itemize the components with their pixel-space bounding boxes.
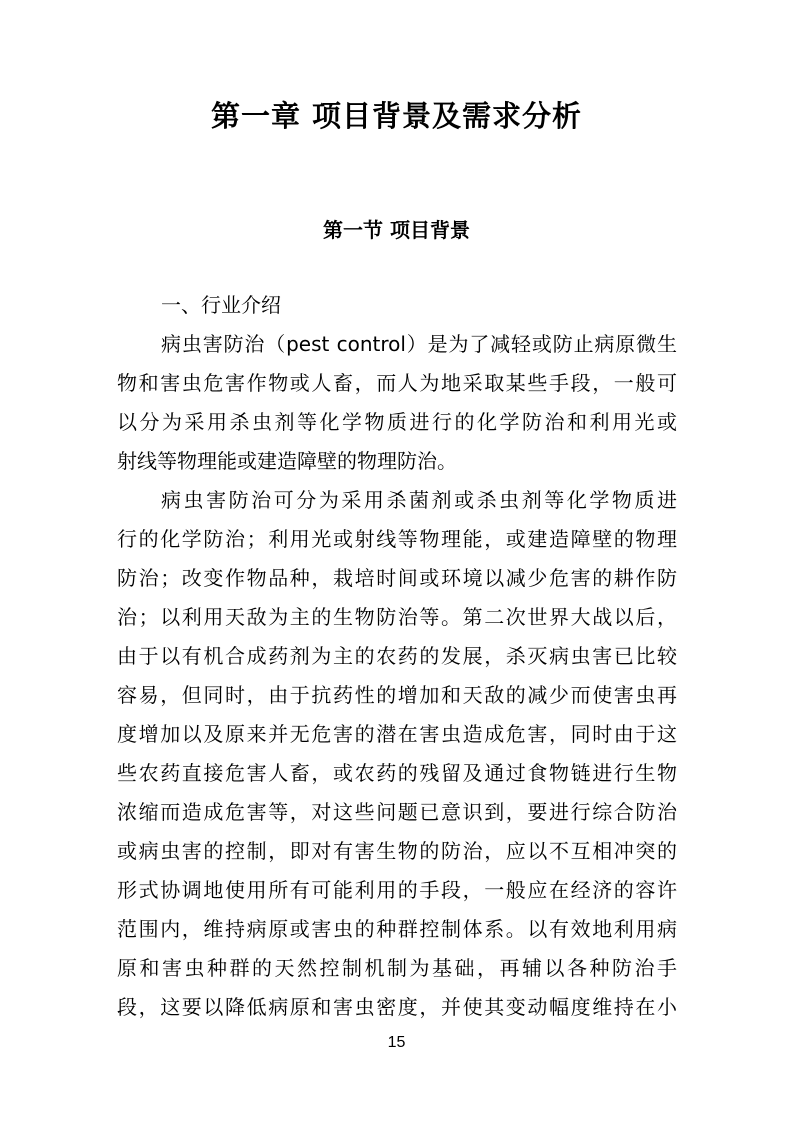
text-line: 治；以利用天敌为主的生物防治等。第二次世界大战以后， <box>117 605 677 629</box>
section-title: 第一节 项目背景 <box>323 218 470 242</box>
text-line: 或病虫害的控制，即对有害生物的防治，应以不互相冲突的 <box>117 839 677 863</box>
text-line: 形式协调地使用所有可能利用的手段，一般应在经济的容许 <box>117 878 677 902</box>
text-line: 范围内，维持病原或害虫的种群控制体系。以有效地利用病 <box>117 917 677 941</box>
text-line: 段，这要以降低病原和害虫密度，并使其变动幅度维持在小 <box>117 995 677 1019</box>
text-line: 以分为采用杀虫剂等化学物质进行的化学防治和利用光或 <box>117 410 677 434</box>
text-line: 物和害虫危害作物或人畜，而人为地采取某些手段，一般可 <box>117 371 677 395</box>
text-line: 原和害虫种群的天然控制机制为基础，再辅以各种防治手 <box>117 956 677 980</box>
text-line: 由于以有机合成药剂为主的农药的发展，杀灭病虫害已比较 <box>117 644 677 668</box>
body-text <box>117 286 677 1027</box>
chapter-title: 第一章 项目背景及需求分析 <box>210 99 583 133</box>
text-line: 行的化学防治；利用光或射线等物理能，或建造障壁的物理 <box>117 527 677 551</box>
text-line: 病虫害防治（pest control）是为了减轻或防止病原微生 <box>161 332 677 356</box>
paragraph-pest-control-definition <box>117 325 677 481</box>
text-line: 浓缩而造成危害等，对这些问题已意识到，要进行综合防治 <box>117 800 677 824</box>
text-line: 射线等物理能或建造障壁的物理防治。 <box>117 449 457 473</box>
text-line: 容易，但同时，由于抗药性的增加和天敌的减少而使害虫再 <box>117 683 677 707</box>
subheading-industry-intro: 一、行业介绍 <box>161 293 281 317</box>
text-line: 些农药直接危害人畜，或农药的残留及通过食物链进行生物 <box>117 761 677 785</box>
text-line: 防治；改变作物品种，栽培时间或环境以减少危害的耕作防 <box>117 566 677 590</box>
text-line: 度增加以及原来并无危害的潜在害虫造成危害，同时由于这 <box>117 722 677 746</box>
text-line: 病虫害防治可分为采用杀菌剂或杀虫剂等化学物质进 <box>161 488 677 512</box>
paragraph-pest-control-methods <box>117 481 677 1027</box>
page-number: 15 <box>387 1034 406 1051</box>
